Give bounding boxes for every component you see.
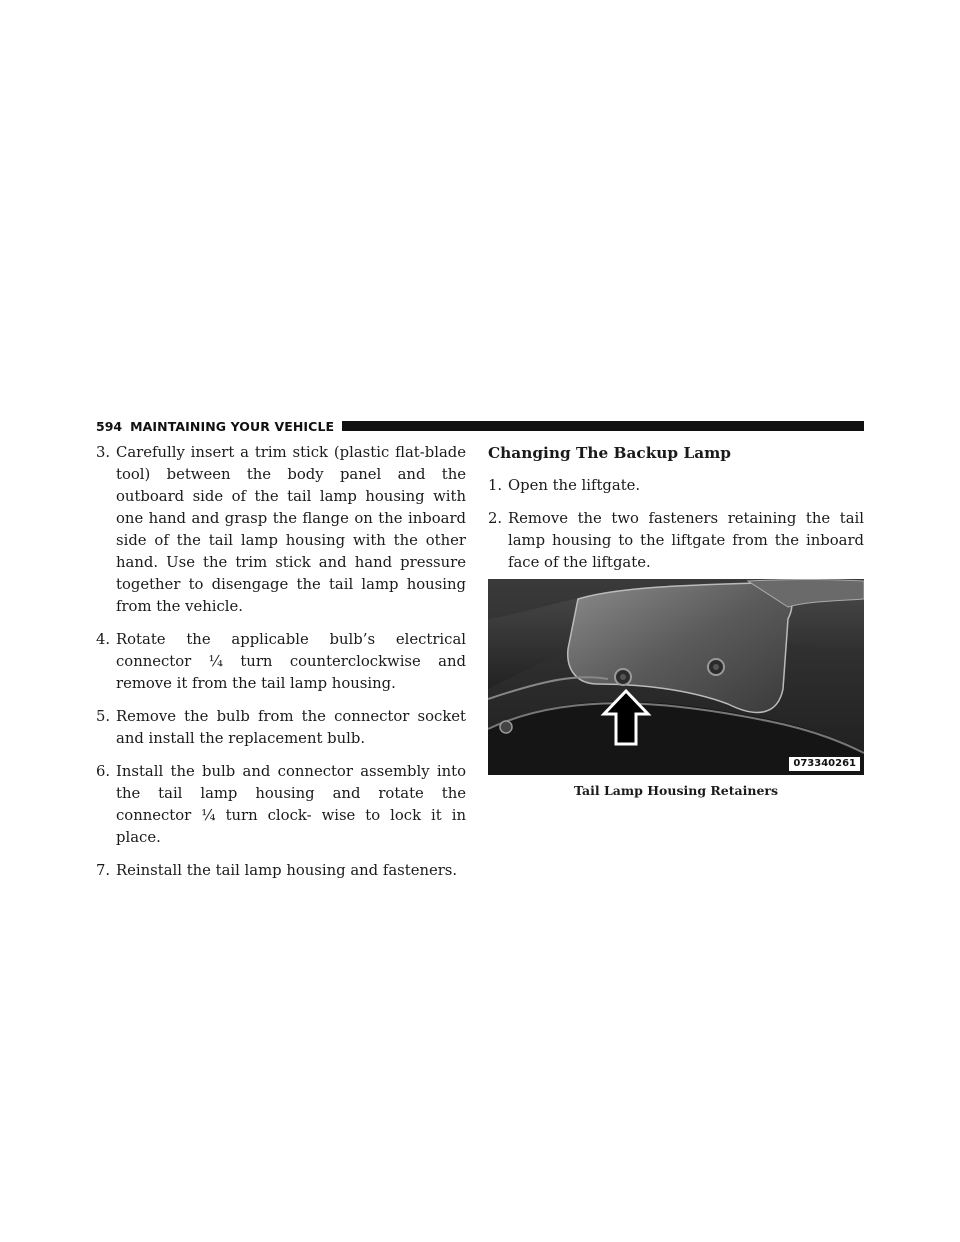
step-number: 7. xyxy=(96,862,111,879)
step-3 xyxy=(96,442,466,618)
step-7 xyxy=(96,860,466,882)
header-rule xyxy=(342,421,864,431)
step-number: 1. xyxy=(488,477,503,494)
tail-lamp-illustration xyxy=(488,579,864,775)
step-text: Reinstall the tail lamp housing and fasteners. xyxy=(116,862,458,879)
figure-caption: Tail Lamp Housing Retainers xyxy=(573,783,779,798)
step-text: Rotate the applicable bulb’s electrical connector ¼ turn counterclockwise and remove it from the tail lamp housing. xyxy=(116,631,466,692)
step-4 xyxy=(96,629,466,695)
step-5 xyxy=(96,706,466,750)
right-column xyxy=(488,442,864,585)
step-text: Open the liftgate. xyxy=(508,477,641,494)
step-6 xyxy=(96,761,466,849)
step-text: Remove the bulb from the connector socket and install the replacement bulb. xyxy=(116,708,466,747)
page-header xyxy=(96,418,864,434)
section-heading: Changing The Backup Lamp xyxy=(488,444,731,462)
section-title: MAINTAINING YOUR VEHICLE xyxy=(130,418,335,434)
step-number: 5. xyxy=(96,708,111,725)
left-column xyxy=(96,442,466,893)
figure-code: 073340261 xyxy=(789,757,860,771)
page-number: 594 xyxy=(96,418,123,434)
step-1 xyxy=(488,475,864,497)
step-number: 3. xyxy=(96,444,111,461)
step-text: Install the bulb and connector assembly into the tail lamp housing and rotate the connector ¼ turn clock- wise to lock it in place. xyxy=(116,763,466,846)
step-number: 2. xyxy=(488,510,503,527)
step-number: 4. xyxy=(96,631,111,648)
step-2 xyxy=(488,508,864,574)
step-text: Carefully insert a trim stick (plastic flat-blade tool) between the body panel and the outboard side of the tail lamp housing with one hand and grasp the flange on the inboard side of the tail lamp housing with the other hand. Use the trim stick and hand pressure together to disengage the tail lamp housing from the vehicle. xyxy=(116,444,466,615)
tail-lamp-figure xyxy=(488,579,864,775)
step-number: 6. xyxy=(96,763,111,780)
step-text: Remove the two fasteners retaining the tail lamp housing to the liftgate from the inboard face of the liftgate. xyxy=(508,510,864,571)
